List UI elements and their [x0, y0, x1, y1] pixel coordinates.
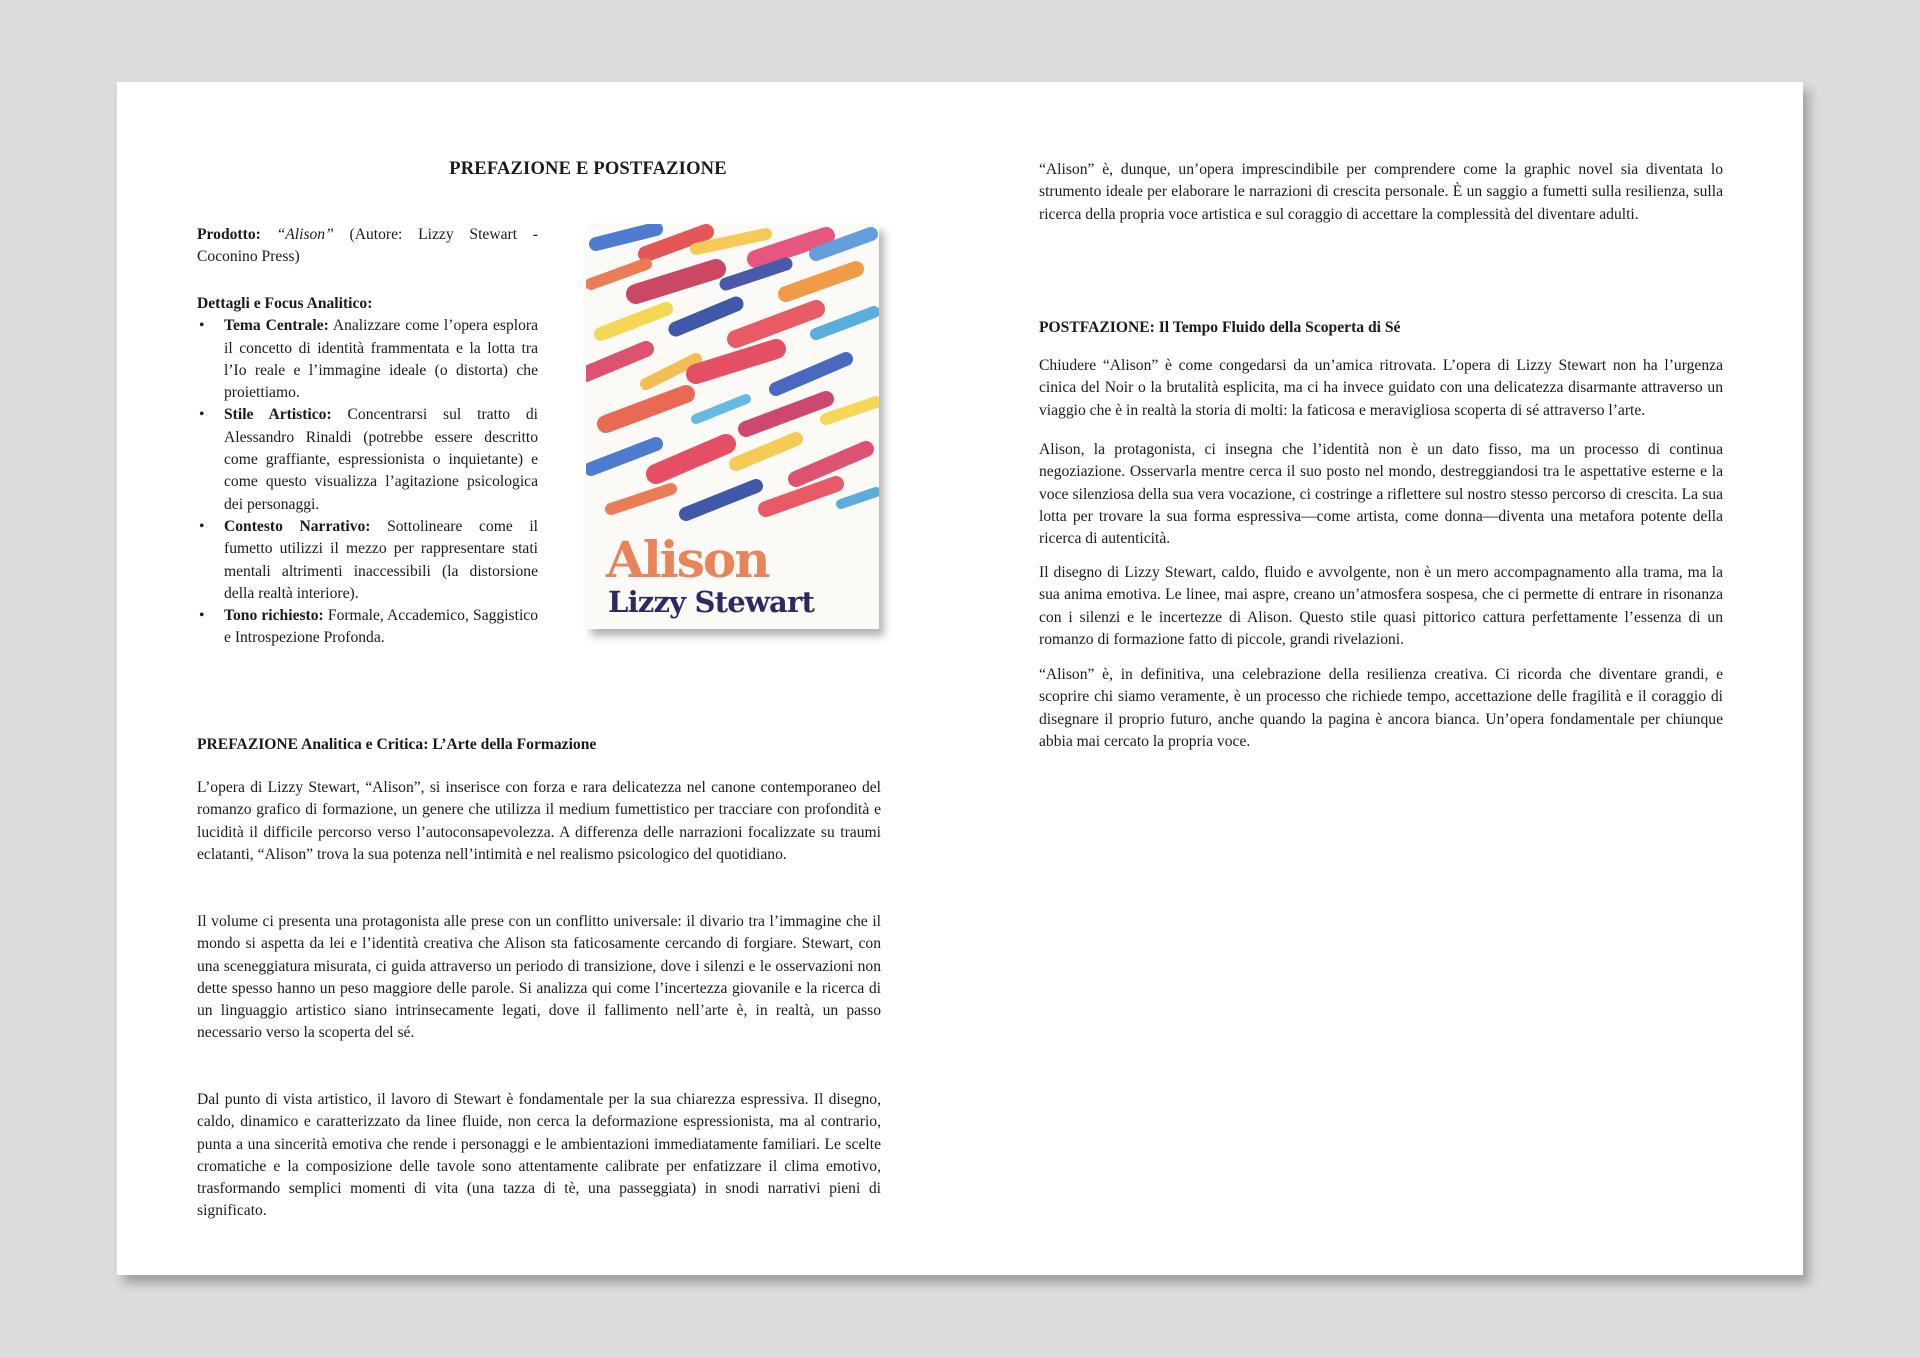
focus-section: [197, 293, 538, 650]
preface-paragraph-2: Il volume ci presenta una protagonista alle prese con un conflitto universale: il divario tra l’immagine che il mondo si aspetta da lei e l’identità creativa che Alison sta faticosamente cercando di forgiare. Stewart, con una sceneggiatura misurata, ci guida attraverso un periodo di transizione, dove i silenzi e le osservazioni non dette spesso hanno un peso maggiore delle parole. Si analizza qui come l’incertezza giovanile e la ricerca di un linguaggio artistico siano intrinsecamente legati, dove il fallimento nell’arte è, in realtà, un passo necessario verso la scoperta del sé.: [197, 913, 881, 1042]
focus-item-label: Stile Artistico:: [224, 406, 332, 424]
focus-heading: Dettagli e Focus Analitico:: [197, 295, 373, 312]
focus-item-label: Tema Centrale:: [224, 317, 329, 335]
preface-heading: PREFAZIONE Analitica e Critica: L’Arte della Formazione: [197, 736, 597, 753]
focus-item-text: Analizzare come l’opera esplora il concetto di identità frammentata e la lotta tra l’Io reale e l’immagine ideale (o distorta) che proiettiamo.: [224, 317, 538, 402]
list-item: [197, 404, 538, 515]
cover-title: Alison: [606, 530, 769, 589]
list-item: [197, 516, 538, 605]
postface-heading: POSTFAZIONE: Il Tempo Fluido della Scoperta di Sé: [1039, 319, 1401, 336]
focus-item-text: Sottolineare come il fumetto utilizzi il mezzo per rappresentare stati mentali altrimenti inaccessibili (la distorsione della realtà interiore).: [224, 517, 539, 602]
postface-paragraph-2: Alison, la protagonista, ci insegna che l’identità non è un dato fisso, ma un processo di continua negoziazione. Osservarla mentre cerca il suo posto nel mondo, destreggiandosi tra le aspettative esterne e la voce silenziosa della sua vera vocazione, ci costringe a riflettere sul nostro stesso percorso di crescita. La sua lotta per trovare la sua forma espressiva—come artista, come donna—diventa una metafora potente della ricerca di autenticità.: [1039, 441, 1723, 548]
focus-item-label: Contesto Narrativo:: [224, 517, 371, 535]
focus-item-label: Tono richiesto:: [224, 607, 324, 625]
postface-paragraph-4: “Alison” è, in definitiva, una celebrazione della resilienza creativa. Ci ricorda che diventare grandi, e scoprire chi siamo veramente, è un processo che richiede tempo, accettazione delle fragilità e il coraggio di disegnare il proprio futuro, anche quando la pagina è ancora bianca. Un’opera fondamentale per chiunque abbia mai cercato la propria voce.: [1039, 666, 1723, 750]
bullet-icon: •: [199, 317, 205, 335]
focus-item-text: Formale, Accademico, Saggistico e Introspezione Profonda.: [224, 607, 538, 647]
product-label: Prodotto:: [197, 226, 261, 243]
focus-item-text: Concentrarsi sul tratto di Alessandro Rinaldi (potrebbe essere descritto come graffiante, espressionista o inquietante) e come questo visualizza l’agitazione psicologica dei personaggi.: [224, 406, 539, 513]
list-item: [197, 315, 538, 404]
postface-paragraph-1: Chiudere “Alison” è come congedarsi da un’amica ritrovata. L’opera di Lizzy Stewart non ha l’urgenza cinica del Noir o la brutalità esplicita, ma ci ha invece guidato con una delicatezza disarmante attraverso un viaggio che è in realtà la storia di molti: la faticosa e meravigliosa scoperta di sé attraverso l’arte.: [1039, 357, 1723, 419]
bullet-icon: •: [199, 517, 205, 535]
product-details: (Autore: Lizzy Stewart - Coconino Press): [197, 226, 538, 266]
product-info: [197, 224, 538, 269]
bullet-icon: •: [199, 406, 205, 424]
bullet-icon: •: [199, 607, 205, 625]
intro-paragraph: “Alison” è, dunque, un’opera imprescindibile per comprendere come la graphic novel sia diventata lo strumento ideale per elaborare le narrazioni di crescita personale. È un saggio a fumetti sulla resilienza, sulla ricerca della propria voce artistica e sul coraggio di accettare la complessità del diventare adulti.: [1039, 161, 1723, 223]
postface-paragraph-3: Il disegno di Lizzy Stewart, caldo, fluido e avvolgente, non è un mero accompagnamento alla trama, ma la sua anima emotiva. Le linee, mai aspre, creano un’atmosfera sospesa, che ci permette di entrare in risonanza con i silenzi e le incertezze di Alison. Questo stile quasi pittorico cattura perfettamente l’essenza di un romanzo di formazione fatto di piccole, grandi rivelazioni.: [1039, 564, 1723, 648]
product-work: “Alison”: [276, 226, 334, 243]
cover-author: Lizzy Stewart: [608, 585, 815, 619]
document-spread: [117, 82, 1803, 1275]
preface-paragraph-3: Dal punto di vista artistico, il lavoro di Stewart è fondamentale per la sua chiarezza espressiva. Il disegno, caldo, dinamico e caratterizzato da linee fluide, non cerca la deformazione espressionista, ma al contrario, punta a una sincerità emotiva che rende i personaggi e le ambientazioni immediatamente familiari. Le scelte cromatiche e la composizione delle tavole sono attentamente calibrate per enfatizzare il clima emotivo, trasformando semplici momenti di vita (una tazza di tè, una passeggiata) in snodi narrativi pieni di significato.: [197, 1091, 881, 1220]
focus-list: [197, 315, 538, 649]
book-cover-image: [586, 224, 879, 629]
page-title: PREFAZIONE E POSTFAZIONE: [449, 159, 727, 179]
preface-paragraph-1: L’opera di Lizzy Stewart, “Alison”, si inserisce con forza e rara delicatezza nel canone contemporaneo del romanzo grafico di formazione, un genere che utilizza il medium fumettistico per tracciare con profondità e lucidità il difficile percorso verso l’autoconsapevolezza. A differenza delle narrazioni focalizzate su traumi eclatanti, “Alison” trova la sua potenza nell’intimità e nel realismo psicologico del quotidiano.: [197, 779, 881, 863]
list-item: [197, 605, 538, 650]
